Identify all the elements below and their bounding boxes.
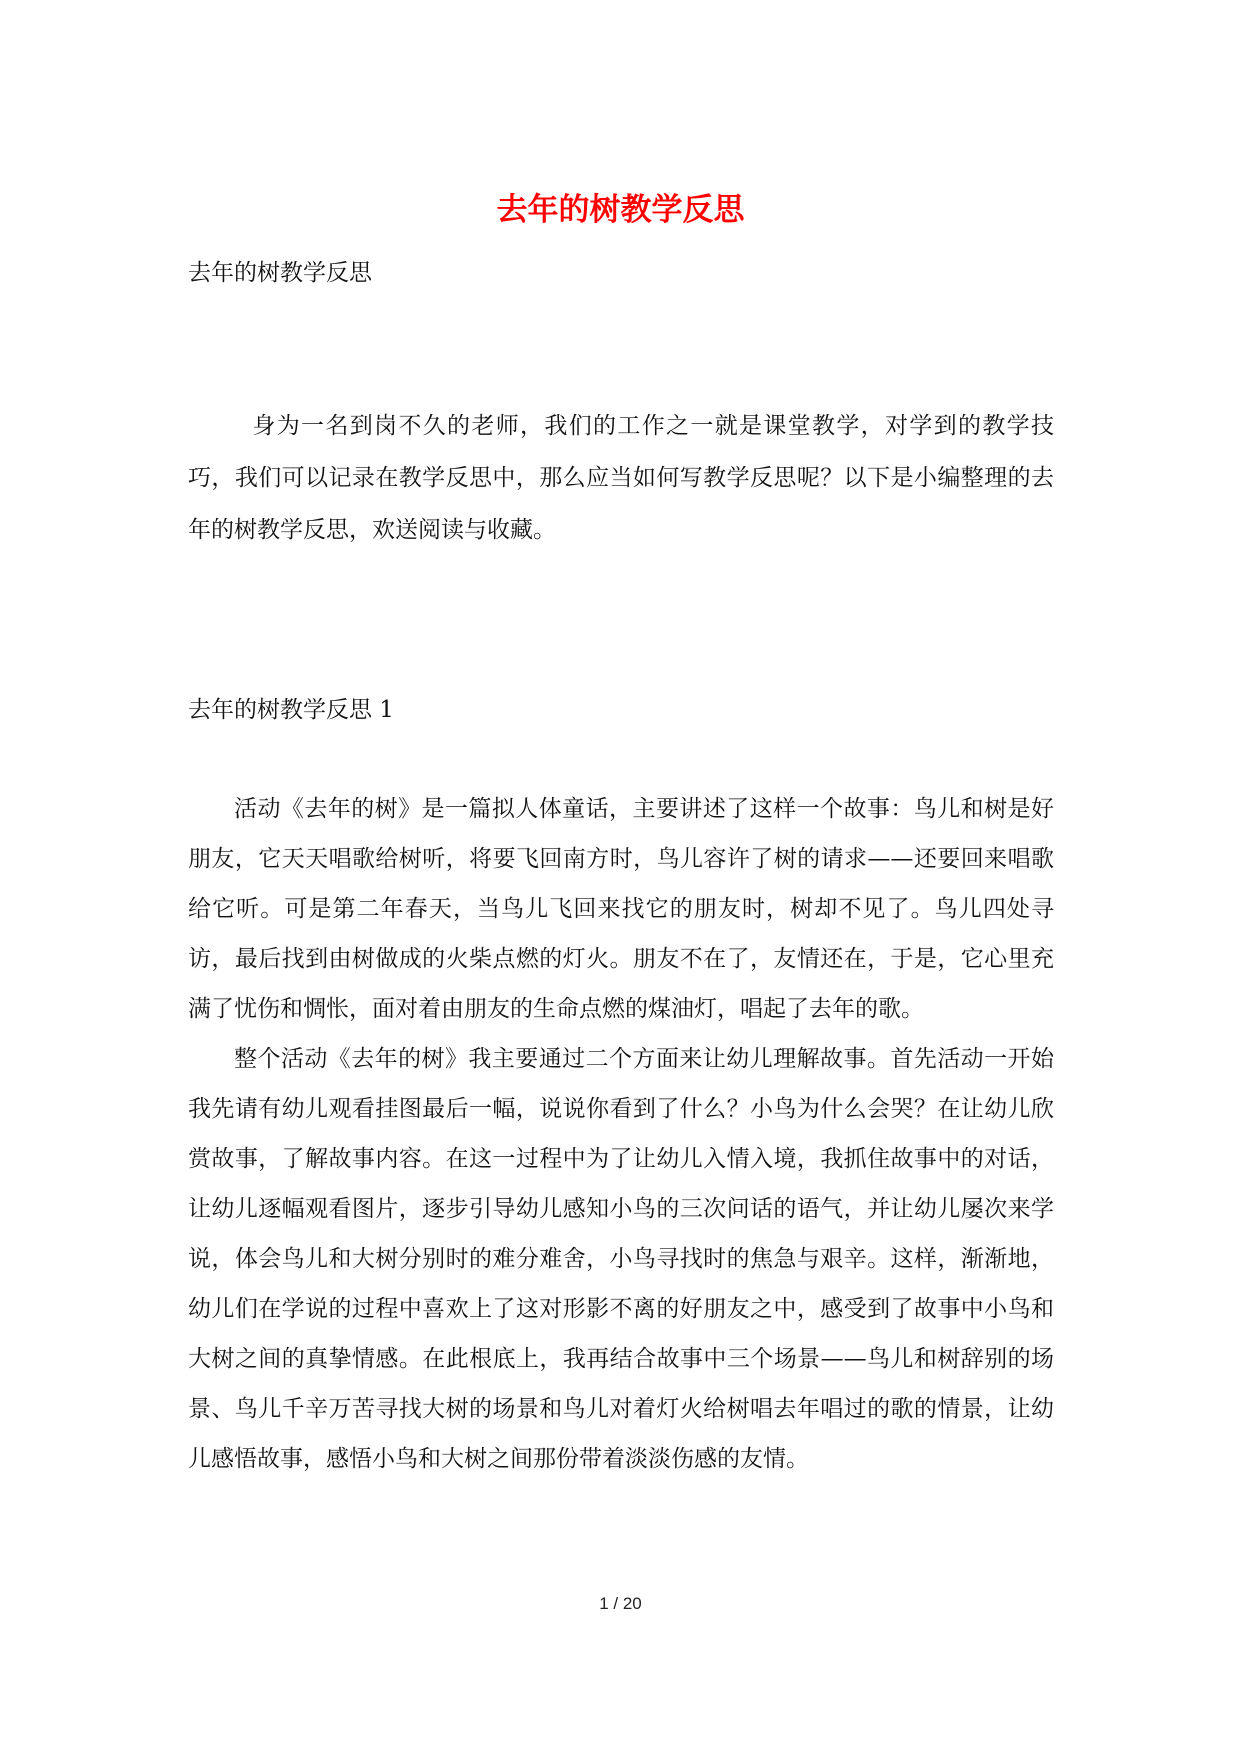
body-paragraph: 活动《去年的树》是一篇拟人体童话，主要讲述了这样一个故事：鸟儿和树是好朋友，它天天唱歌给树听，将要飞回南方时，鸟儿容许了树的请求——还要回来唱歌给它听。可是第二年春天，当鸟儿飞回来找它的朋友时，树却不见了。鸟儿四处寻访，最后找到由树做成的火柴点燃的灯火。朋友不在了，友情还在，于是，它心里充满了忧伤和惆怅，面对着由朋友的生命点燃的煤油灯，唱起了去年的歌。 <box>188 796 1054 1022</box>
page-number: 1 / 20 <box>599 1594 642 1613</box>
document-title: 去年的树教学反思 <box>496 192 745 228</box>
section-body <box>188 784 1054 1484</box>
intro-paragraph: 身为一名到岗不久的老师，我们的工作之一就是课堂教学，对学到的教学技巧，我们可以记录在教学反思中，那么应当如何写教学反思呢？以下是小编整理的去年的树教学反思，欢送阅读与收藏。 <box>188 413 1054 543</box>
document-subtitle: 去年的树教学反思 <box>188 260 372 286</box>
section-heading: 去年的树教学反思 1 <box>188 697 394 723</box>
body-paragraph: 整个活动《去年的树》我主要通过二个方面来让幼儿理解故事。首先活动一开始我先请有幼儿观看挂图最后一幅，说说你看到了什么？小鸟为什么会哭？在让幼儿欣赏故事，了解故事内容。在这一过程中为了让幼儿入情入境，我抓住故事中的对话，让幼儿逐幅观看图片，逐步引导幼儿感知小鸟的三次问话的语气，并让幼儿屡次来学说，体会鸟儿和大树分别时的难分难舍，小鸟寻找时的焦急与艰辛。这样，渐渐地，幼儿们在学说的过程中喜欢上了这对形影不离的好朋友之中，感受到了故事中小鸟和大树之间的真挚情感。在此根底上，我再结合故事中三个场景——鸟儿和树辞别的场景、鸟儿千辛万苦寻找大树的场景和鸟儿对着灯火给树唱去年唱过的歌的情景，让幼儿感悟故事，感悟小鸟和大树之间那份带着淡淡伤感的友情。 <box>188 1046 1054 1472</box>
